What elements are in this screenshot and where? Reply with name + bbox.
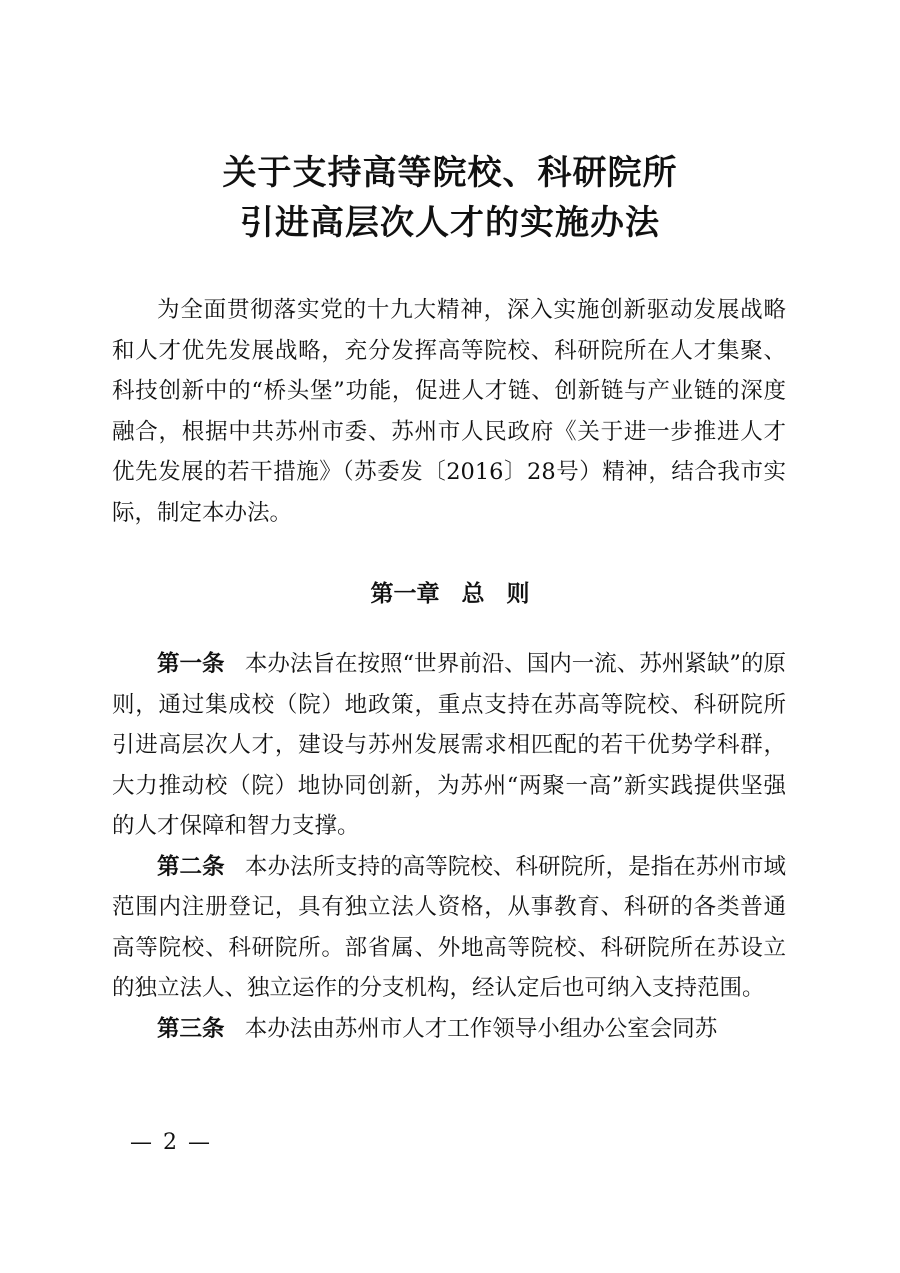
title-line-2: 引进高层次人才的实施办法 bbox=[240, 203, 660, 243]
article-3-label: 第三条 bbox=[157, 1015, 225, 1042]
articles-section bbox=[112, 644, 786, 1049]
article-1-label: 第一条 bbox=[157, 651, 225, 677]
document-title bbox=[0, 148, 900, 248]
article-1-text: 本办法旨在按照“世界前沿、国内一流、苏州紧缺”的原则，通过集成校（院）地政策，重点支持在苏高等院校、科研院所引进高层次人才，建设与苏州发展需求相匹配的若干优势学科群，大力推动校（院）地协同创新，为苏州“两聚一高”新实践提供坚强的人才保障和智力支撑。 bbox=[112, 651, 786, 839]
page-number: — 2 — bbox=[130, 1130, 212, 1155]
intro-section bbox=[112, 290, 786, 533]
article-2-text: 本办法所支持的高等院校、科研院所，是指在苏州市域范围内注册登记，具有独立法人资格，从事教育、科研的各类普通高等院校、科研院所。部省属、外地高等院校、科研院所在苏设立的独立法人、独立运作的分支机构，经认定后也可纳入支持范围。 bbox=[112, 853, 786, 1001]
article-1 bbox=[112, 644, 786, 847]
article-2 bbox=[112, 847, 786, 1009]
article-2-label: 第二条 bbox=[157, 853, 225, 880]
intro-paragraph: 为全面贯彻落实党的十九大精神，深入实施创新驱动发展战略和人才优先发展战略，充分发挥高等院校、科研院所在人才集聚、科技创新中的“桥头堡”功能，促进人才链、创新链与产业链的深度融合，根据中共苏州市委、苏州市人民政府《关于进一步推进人才优先发展的若干措施》（苏委发〔2016〕28号）精神，结合我市实际，制定本办法。 bbox=[112, 297, 786, 526]
chapter-heading: 第一章 总 则 bbox=[370, 581, 530, 607]
article-3-text: 本办法由苏州市人才工作领导小组办公室会同苏 bbox=[244, 1015, 718, 1042]
title-line-1: 关于支持高等院校、科研院所 bbox=[222, 153, 678, 193]
article-3 bbox=[112, 1009, 786, 1050]
